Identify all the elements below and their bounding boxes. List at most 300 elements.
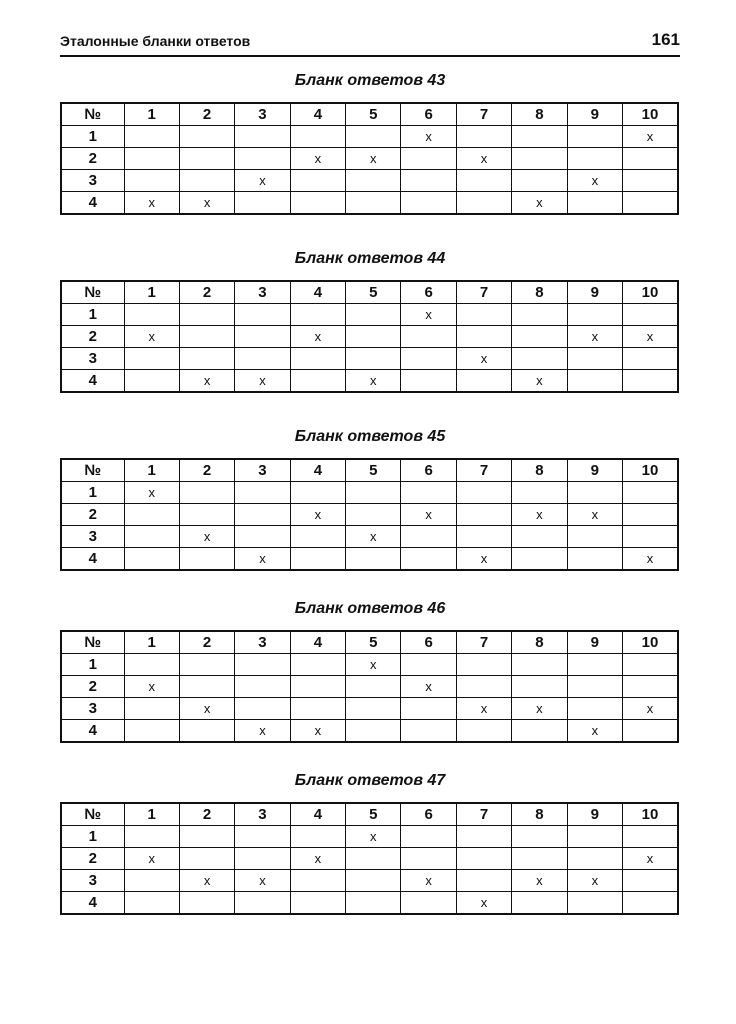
answer-mark: x xyxy=(235,370,290,393)
answer-mark: x xyxy=(623,548,678,571)
answer-cell xyxy=(290,548,345,571)
answer-cell xyxy=(124,654,179,676)
answer-cell xyxy=(567,148,622,170)
answer-cell xyxy=(235,304,290,326)
column-header: 9 xyxy=(567,459,622,482)
table-header-row xyxy=(61,281,678,304)
answer-cell xyxy=(290,892,345,915)
answer-mark: x xyxy=(346,148,401,170)
answer-sheet-title: Бланк ответов 45 xyxy=(294,428,446,445)
column-header: 4 xyxy=(290,803,345,826)
answer-cell xyxy=(567,892,622,915)
column-header: 8 xyxy=(512,631,567,654)
table-row xyxy=(61,548,678,571)
answer-cell xyxy=(512,170,567,192)
answer-cell xyxy=(401,148,456,170)
answer-mark: x xyxy=(567,720,622,743)
answer-cell xyxy=(235,482,290,504)
column-header: 3 xyxy=(235,803,290,826)
column-header: 10 xyxy=(623,631,678,654)
column-header: 5 xyxy=(346,281,401,304)
row-number: 3 xyxy=(61,698,124,720)
answer-mark: x xyxy=(290,326,345,348)
column-header: 3 xyxy=(235,103,290,126)
answer-cell xyxy=(346,170,401,192)
table-row xyxy=(61,892,678,915)
answer-cell xyxy=(290,192,345,215)
answer-sheet-title: Бланк ответов 44 xyxy=(294,250,446,267)
table-row xyxy=(61,348,678,370)
number-column-header: № xyxy=(61,281,124,304)
column-header: 3 xyxy=(235,281,290,304)
column-header: 7 xyxy=(456,281,511,304)
row-number: 4 xyxy=(61,892,124,915)
answer-cell xyxy=(512,548,567,571)
answer-cell xyxy=(346,892,401,915)
column-header: 3 xyxy=(235,459,290,482)
running-header-title: Эталонные бланки ответов xyxy=(60,33,251,49)
row-number: 1 xyxy=(61,654,124,676)
answer-cell xyxy=(401,892,456,915)
answer-mark: x xyxy=(512,370,567,393)
answer-cell xyxy=(290,526,345,548)
answer-cell xyxy=(512,892,567,915)
table-row xyxy=(61,304,678,326)
answer-cell xyxy=(623,826,678,848)
answer-mark: x xyxy=(179,370,234,393)
column-header: 10 xyxy=(623,459,678,482)
answer-cell xyxy=(567,848,622,870)
answer-cell xyxy=(623,304,678,326)
answer-cell xyxy=(346,698,401,720)
answer-mark: x xyxy=(179,526,234,548)
row-number: 3 xyxy=(61,526,124,548)
header-rule xyxy=(60,55,680,57)
table-header-row xyxy=(61,631,678,654)
answer-mark: x xyxy=(124,848,179,870)
answer-cell xyxy=(456,370,511,393)
answer-table xyxy=(60,458,679,571)
answer-cell xyxy=(235,126,290,148)
answer-cell xyxy=(235,148,290,170)
answer-cell xyxy=(456,170,511,192)
answer-cell xyxy=(401,698,456,720)
table-row xyxy=(61,848,678,870)
answer-cell xyxy=(124,504,179,526)
answer-cell xyxy=(567,548,622,571)
column-header: 9 xyxy=(567,631,622,654)
answer-cell xyxy=(512,676,567,698)
answer-mark: x xyxy=(346,526,401,548)
answer-cell xyxy=(235,892,290,915)
answer-cell xyxy=(179,348,234,370)
column-header: 4 xyxy=(290,459,345,482)
answer-cell xyxy=(512,126,567,148)
answer-mark: x xyxy=(623,698,678,720)
row-number: 2 xyxy=(61,504,124,526)
row-number: 4 xyxy=(61,548,124,571)
answer-cell xyxy=(124,826,179,848)
answer-cell xyxy=(623,370,678,393)
answer-cell xyxy=(456,676,511,698)
answer-cell xyxy=(456,526,511,548)
answer-cell xyxy=(235,848,290,870)
answer-mark: x xyxy=(567,170,622,192)
answer-cell xyxy=(401,548,456,571)
column-header: 5 xyxy=(346,459,401,482)
answer-cell xyxy=(124,148,179,170)
table-header-row xyxy=(61,803,678,826)
answer-mark: x xyxy=(124,482,179,504)
answer-cell xyxy=(346,720,401,743)
answer-cell xyxy=(179,676,234,698)
answer-cell xyxy=(401,348,456,370)
answer-sheet xyxy=(60,598,680,743)
answer-cell xyxy=(235,526,290,548)
column-header: 10 xyxy=(623,281,678,304)
answer-sheet xyxy=(60,70,680,215)
column-header: 4 xyxy=(290,631,345,654)
answer-mark: x xyxy=(512,698,567,720)
answer-cell xyxy=(512,848,567,870)
column-header: 8 xyxy=(512,459,567,482)
answer-cell xyxy=(124,698,179,720)
answer-mark: x xyxy=(290,504,345,526)
table-row xyxy=(61,698,678,720)
answer-cell xyxy=(346,482,401,504)
answer-cell xyxy=(401,526,456,548)
answer-cell xyxy=(124,126,179,148)
answer-mark: x xyxy=(623,848,678,870)
answer-cell xyxy=(567,526,622,548)
column-header: 7 xyxy=(456,103,511,126)
answer-mark: x xyxy=(290,848,345,870)
answer-cell xyxy=(512,148,567,170)
answer-cell xyxy=(623,192,678,215)
row-number: 2 xyxy=(61,676,124,698)
answer-cell xyxy=(512,326,567,348)
answer-cell xyxy=(456,826,511,848)
answer-cell xyxy=(235,192,290,215)
answer-cell xyxy=(512,654,567,676)
answer-mark: x xyxy=(456,548,511,571)
answer-cell xyxy=(512,526,567,548)
answer-sheet-title: Бланк ответов 43 xyxy=(294,72,446,89)
answer-cell xyxy=(290,348,345,370)
answer-mark: x xyxy=(512,870,567,892)
answer-cell xyxy=(401,826,456,848)
column-header: 5 xyxy=(346,103,401,126)
answer-cell xyxy=(456,870,511,892)
column-header: 6 xyxy=(401,459,456,482)
answer-cell xyxy=(179,848,234,870)
row-number: 2 xyxy=(61,148,124,170)
answer-cell xyxy=(124,348,179,370)
answer-cell xyxy=(567,826,622,848)
answer-mark: x xyxy=(456,148,511,170)
answer-cell xyxy=(623,720,678,743)
answer-mark: x xyxy=(567,326,622,348)
answer-cell xyxy=(401,192,456,215)
answer-sheet-title: Бланк ответов 47 xyxy=(294,772,446,789)
answer-mark: x xyxy=(235,870,290,892)
answer-cell xyxy=(290,870,345,892)
answer-cell xyxy=(623,892,678,915)
table-row xyxy=(61,654,678,676)
answer-cell xyxy=(623,526,678,548)
answer-cell xyxy=(346,348,401,370)
column-header: 6 xyxy=(401,281,456,304)
answer-cell xyxy=(179,892,234,915)
answer-mark: x xyxy=(179,698,234,720)
row-number: 3 xyxy=(61,870,124,892)
answer-cell xyxy=(124,304,179,326)
answer-cell xyxy=(346,848,401,870)
answer-mark: x xyxy=(346,826,401,848)
answer-cell xyxy=(179,548,234,571)
answer-cell xyxy=(512,826,567,848)
answer-mark: x xyxy=(456,698,511,720)
table-row xyxy=(61,482,678,504)
answer-mark: x xyxy=(401,504,456,526)
answer-cell xyxy=(290,654,345,676)
row-number: 1 xyxy=(61,126,124,148)
answer-cell xyxy=(346,870,401,892)
answer-cell xyxy=(290,304,345,326)
answer-cell xyxy=(401,482,456,504)
answer-mark: x xyxy=(290,720,345,743)
answer-cell xyxy=(512,482,567,504)
answer-cell xyxy=(623,170,678,192)
answer-sheet-title: Бланк ответов 46 xyxy=(294,600,446,617)
answer-cell xyxy=(290,826,345,848)
column-header: 9 xyxy=(567,281,622,304)
answer-cell xyxy=(124,720,179,743)
answer-cell xyxy=(401,170,456,192)
answer-mark: x xyxy=(401,676,456,698)
number-column-header: № xyxy=(61,103,124,126)
answer-cell xyxy=(623,504,678,526)
table-header-row xyxy=(61,103,678,126)
table-row xyxy=(61,126,678,148)
answer-cell xyxy=(401,370,456,393)
answer-mark: x xyxy=(179,870,234,892)
answer-mark: x xyxy=(124,676,179,698)
column-header: 1 xyxy=(124,103,179,126)
answer-mark: x xyxy=(124,192,179,215)
column-header: 1 xyxy=(124,281,179,304)
answer-cell xyxy=(235,826,290,848)
answer-cell xyxy=(567,192,622,215)
answer-mark: x xyxy=(401,870,456,892)
answer-cell xyxy=(512,304,567,326)
answer-cell xyxy=(346,676,401,698)
answer-table xyxy=(60,280,679,393)
answer-mark: x xyxy=(623,126,678,148)
column-header: 1 xyxy=(124,631,179,654)
answer-mark: x xyxy=(567,504,622,526)
answer-mark: x xyxy=(456,892,511,915)
row-number: 3 xyxy=(61,170,124,192)
answer-cell xyxy=(179,326,234,348)
answer-cell xyxy=(179,482,234,504)
answer-mark: x xyxy=(124,326,179,348)
answer-cell xyxy=(567,126,622,148)
answer-mark: x xyxy=(623,326,678,348)
table-header-row xyxy=(61,459,678,482)
answer-cell xyxy=(512,348,567,370)
number-column-header: № xyxy=(61,803,124,826)
column-header: 8 xyxy=(512,281,567,304)
column-header: 8 xyxy=(512,103,567,126)
answer-sheet xyxy=(60,426,680,571)
answer-cell xyxy=(623,482,678,504)
answer-cell xyxy=(346,304,401,326)
answer-mark: x xyxy=(567,870,622,892)
column-header: 10 xyxy=(623,103,678,126)
answer-cell xyxy=(235,504,290,526)
answer-cell xyxy=(623,870,678,892)
table-row xyxy=(61,504,678,526)
answer-cell xyxy=(179,304,234,326)
table-row xyxy=(61,720,678,743)
answer-cell xyxy=(567,698,622,720)
row-number: 4 xyxy=(61,192,124,215)
column-header: 5 xyxy=(346,803,401,826)
answer-cell xyxy=(623,654,678,676)
column-header: 5 xyxy=(346,631,401,654)
answer-cell xyxy=(346,548,401,571)
answer-cell xyxy=(290,482,345,504)
answer-cell xyxy=(567,304,622,326)
column-header: 2 xyxy=(179,631,234,654)
table-row xyxy=(61,370,678,393)
answer-mark: x xyxy=(235,170,290,192)
column-header: 2 xyxy=(179,803,234,826)
answer-cell xyxy=(290,170,345,192)
table-row xyxy=(61,676,678,698)
column-header: 2 xyxy=(179,281,234,304)
answer-cell xyxy=(179,504,234,526)
answer-cell xyxy=(235,698,290,720)
answer-mark: x xyxy=(235,548,290,571)
column-header: 6 xyxy=(401,803,456,826)
row-number: 4 xyxy=(61,370,124,393)
answer-cell xyxy=(124,892,179,915)
column-header: 1 xyxy=(124,803,179,826)
row-number: 4 xyxy=(61,720,124,743)
answer-cell xyxy=(235,654,290,676)
column-header: 7 xyxy=(456,459,511,482)
table-row xyxy=(61,526,678,548)
column-header: 9 xyxy=(567,103,622,126)
answer-cell xyxy=(290,126,345,148)
answer-mark: x xyxy=(401,126,456,148)
column-header: 4 xyxy=(290,103,345,126)
answer-cell xyxy=(124,870,179,892)
answer-mark: x xyxy=(346,654,401,676)
row-number: 2 xyxy=(61,848,124,870)
answer-cell xyxy=(567,654,622,676)
column-header: 3 xyxy=(235,631,290,654)
row-number: 1 xyxy=(61,482,124,504)
answer-cell xyxy=(179,826,234,848)
column-header: 1 xyxy=(124,459,179,482)
answer-mark: x xyxy=(346,370,401,393)
answer-cell xyxy=(124,526,179,548)
answer-cell xyxy=(179,654,234,676)
answer-sheet xyxy=(60,248,680,393)
answer-cell xyxy=(179,126,234,148)
table-row xyxy=(61,826,678,848)
row-number: 1 xyxy=(61,304,124,326)
column-header: 6 xyxy=(401,103,456,126)
answer-mark: x xyxy=(235,720,290,743)
answer-cell xyxy=(567,348,622,370)
answer-cell xyxy=(235,348,290,370)
answer-cell xyxy=(179,170,234,192)
answer-cell xyxy=(456,654,511,676)
answer-cell xyxy=(346,126,401,148)
answer-cell xyxy=(235,326,290,348)
column-header: 2 xyxy=(179,459,234,482)
column-header: 7 xyxy=(456,631,511,654)
page-header xyxy=(60,30,680,54)
answer-cell xyxy=(512,720,567,743)
answer-cell xyxy=(124,170,179,192)
page-number: 161 xyxy=(651,30,680,49)
answer-table xyxy=(60,802,679,915)
answer-cell xyxy=(401,326,456,348)
column-header: 9 xyxy=(567,803,622,826)
table-row xyxy=(61,148,678,170)
answer-cell xyxy=(346,326,401,348)
row-number: 1 xyxy=(61,826,124,848)
answer-cell xyxy=(235,676,290,698)
row-number: 2 xyxy=(61,326,124,348)
answer-cell xyxy=(456,720,511,743)
answer-cell xyxy=(456,326,511,348)
answer-cell xyxy=(456,192,511,215)
answer-cell xyxy=(401,654,456,676)
answer-cell xyxy=(456,482,511,504)
answer-table xyxy=(60,102,679,215)
answer-cell xyxy=(456,848,511,870)
column-header: 8 xyxy=(512,803,567,826)
answer-cell xyxy=(623,148,678,170)
table-row xyxy=(61,326,678,348)
answer-mark: x xyxy=(456,348,511,370)
answer-cell xyxy=(346,504,401,526)
answer-cell xyxy=(456,304,511,326)
column-header: 10 xyxy=(623,803,678,826)
column-header: 7 xyxy=(456,803,511,826)
answer-cell xyxy=(179,148,234,170)
column-header: 2 xyxy=(179,103,234,126)
answer-cell xyxy=(290,676,345,698)
answer-table xyxy=(60,630,679,743)
table-row xyxy=(61,192,678,215)
answer-cell xyxy=(124,548,179,571)
number-column-header: № xyxy=(61,631,124,654)
number-column-header: № xyxy=(61,459,124,482)
answer-cell xyxy=(567,370,622,393)
answer-cell xyxy=(179,720,234,743)
answer-cell xyxy=(456,126,511,148)
answer-mark: x xyxy=(179,192,234,215)
answer-cell xyxy=(623,348,678,370)
column-header: 4 xyxy=(290,281,345,304)
